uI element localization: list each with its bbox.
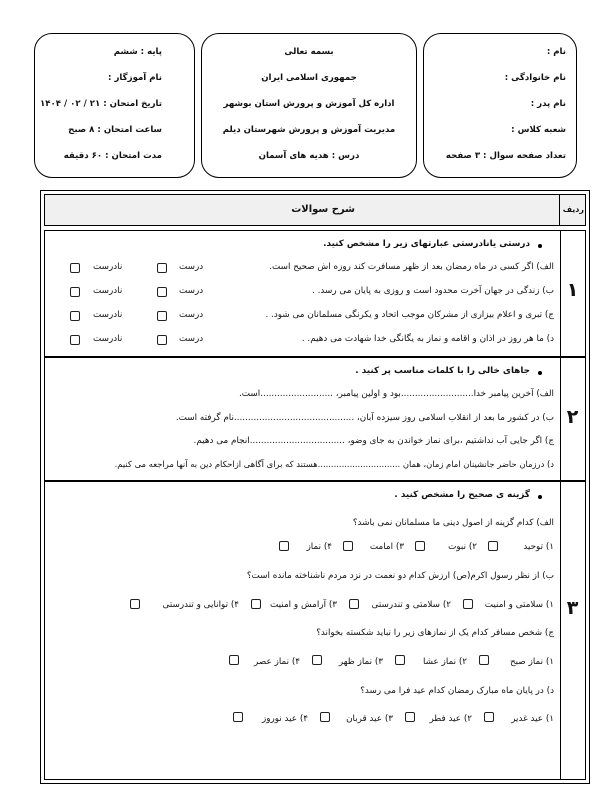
class-label: شعبه کلاس : (511, 125, 566, 135)
question-1-row (44, 230, 586, 357)
true-label: درست (179, 286, 204, 296)
q3c-option-1-checkbox[interactable] (479, 655, 489, 665)
q3-question-c: ج) شخص مسافر کدام یک از نمازهای زیر را نباید شکسته بخواند؟ (316, 628, 554, 638)
true-checkbox[interactable] (157, 311, 167, 321)
name-label: نام : (546, 47, 566, 57)
question-1-number: ۱ (566, 279, 579, 301)
duration-label: مدت امتحان : ۶۰ دقیقه (63, 151, 162, 161)
q3c-option-1: ۱) نماز صبح (509, 657, 554, 667)
table-header (44, 194, 586, 226)
q2-item-a: الف) آخرین پیامبر خدا..........................بود و اولین پیامبر، ..........................است. (239, 389, 554, 399)
question-3-number: ۳ (566, 597, 579, 619)
row-header: ردیف (562, 205, 584, 214)
false-checkbox[interactable] (70, 311, 80, 321)
q3b-option-2-checkbox[interactable] (349, 599, 359, 609)
false-checkbox[interactable] (70, 287, 80, 297)
q1-item-a: الف) اگر کسی در ماه رمضان بعد از ظهر مسافرت کند روزه اش صحیح است. (269, 262, 554, 272)
subject-label: درس : هدیه های آسمان (258, 151, 360, 161)
q3c-option-3: ۳) نماز ظهر (338, 657, 383, 667)
q3d-option-2: ۲) عید فطر (429, 714, 472, 724)
q1-item-c: ج) تبری و اعلام بیزاری از مشرکان موجب اتحاد و یکرنگی مسلمانان می شود. . (265, 310, 554, 320)
q3a-option-3: ۳) امامت (369, 542, 404, 552)
pages-label: تعداد صفحه سوال : ۳ صفحه (445, 151, 566, 161)
question-1-instruction: درستی یانادرستی عبارتهای زیر را مشخص کنید. (323, 239, 530, 249)
q3a-option-1-checkbox[interactable] (488, 541, 498, 551)
false-checkbox[interactable] (70, 263, 80, 273)
country-name: جمهوری اسلامی ایران (261, 73, 357, 83)
bullet-icon (538, 371, 542, 375)
school-info-box (201, 33, 417, 178)
q1-item-b: ب) زندگی در جهان آخرت محدود است و روزی به پایان می رسد. . (312, 286, 554, 296)
q2-item-d: د) درزمان حاضر جانشینان امام زمان، همان ...............................هستند که برای آگاهی ازاحکام دین به آنها مراجعه می کنیم. (114, 459, 554, 469)
q3b-option-3: ۳) آرامش و امنیت (270, 600, 337, 610)
q3d-option-3: ۳) عید قربان (346, 714, 393, 724)
true-checkbox[interactable] (157, 335, 167, 345)
false-label: نادرست (93, 262, 123, 272)
date-label: تاریخ امتحان : ۲۱ / ۰۲ / ۱۴۰۴ (40, 99, 162, 109)
q3b-option-4-checkbox[interactable] (130, 599, 140, 609)
question-2-instruction: جاهای خالی را با کلمات مناسب پر کنید . (355, 366, 530, 376)
q3c-option-4: ۴) نماز عصر (254, 657, 300, 667)
basmala: بسمه تعالی (284, 47, 334, 57)
q3b-option-1-checkbox[interactable] (463, 599, 473, 609)
q3c-option-2-checkbox[interactable] (395, 655, 405, 665)
time-label: ساعت امتحان : ۸ صبح (68, 125, 162, 135)
q3d-option-2-checkbox[interactable] (405, 712, 415, 722)
q3b-option-3-checkbox[interactable] (251, 599, 261, 609)
q1-item-d: د) ما هر روز در اذان و اقامه و نماز به یگانگی خدا شهادت می دهیم. . (301, 334, 554, 344)
q2-item-b: ب) در کشور ما بعد از انقلاب اسلامی روز سیزده آبان، ...........................................نام گرفته است. (175, 413, 554, 423)
true-checkbox[interactable] (157, 287, 167, 297)
q3-question-a: الف) کدام گزینه از اصول دینی ما مسلمانان نمی باشد؟ (352, 518, 554, 528)
q3c-option-4-checkbox[interactable] (229, 655, 239, 665)
q3c-option-3-checkbox[interactable] (312, 655, 322, 665)
question-2-number: ۲ (566, 406, 579, 428)
q3d-option-3-checkbox[interactable] (320, 712, 330, 722)
q3d-option-4-checkbox[interactable] (233, 712, 243, 722)
false-label: نادرست (93, 310, 123, 320)
family-label: نام خانوادگی : (504, 73, 566, 83)
true-label: درست (179, 334, 204, 344)
bullet-icon (538, 495, 542, 499)
exam-info-box (34, 33, 195, 178)
grade-label: پایه : ششم (113, 47, 162, 57)
q3a-option-4: ۴) نماز (306, 542, 332, 552)
bullet-icon (538, 244, 542, 248)
student-info-box (423, 33, 577, 178)
true-checkbox[interactable] (157, 263, 167, 273)
q3a-option-4-checkbox[interactable] (279, 541, 289, 551)
q3a-option-2: ۲) نبوت (448, 542, 477, 552)
q3a-option-1: ۱) توحید (523, 542, 554, 552)
true-label: درست (179, 310, 204, 320)
title-header: شرح سوالات (291, 204, 355, 215)
question-3-instruction: گزینه ی صحیح را مشخص کنید . (394, 490, 530, 500)
father-label: نام پدر : (530, 99, 566, 109)
question-2-row (44, 357, 586, 481)
question-3-row (44, 481, 586, 780)
true-label: درست (179, 262, 204, 272)
q3b-option-2: ۲) سلامتی و تندرستی (371, 600, 451, 610)
management-name: مدیریت آموزش و پرورش شهرستان دیلم (222, 125, 396, 135)
q2-item-c: ج) اگر جایی آب نداشتیم ،برای نماز خواندن به جای وضو، ..................................انجام می دهیم. (193, 436, 554, 446)
teacher-label: نام آموزگار : (108, 73, 162, 83)
q3c-option-2: ۲) نماز عشا (423, 657, 467, 667)
q3d-option-1-checkbox[interactable] (484, 712, 494, 722)
q3-question-b: ب) از نظر رسول اکرم(ص) ارزش کدام دو نعمت در نزد مردم ناشناخته مانده است؟ (246, 571, 554, 581)
false-checkbox[interactable] (70, 335, 80, 345)
q3a-option-2-checkbox[interactable] (415, 541, 425, 551)
q3b-option-1: ۱) سلامتی و امنیت (484, 600, 554, 610)
false-label: نادرست (93, 334, 123, 344)
false-label: نادرست (93, 286, 123, 296)
q3a-option-3-checkbox[interactable] (343, 541, 353, 551)
q3-question-d: د) در پایان ماه مبارک رمضان کدام عید فرا می رسد؟ (360, 686, 554, 696)
q3b-option-4: ۴) توانایی و تندرستی (162, 600, 239, 610)
q3d-option-4: ۴) عید نوروز (261, 714, 308, 724)
office-name: اداره کل آموزش و پرورش استان بوشهر (223, 99, 395, 109)
q3d-option-1: ۱) عید غدیر (511, 714, 554, 724)
